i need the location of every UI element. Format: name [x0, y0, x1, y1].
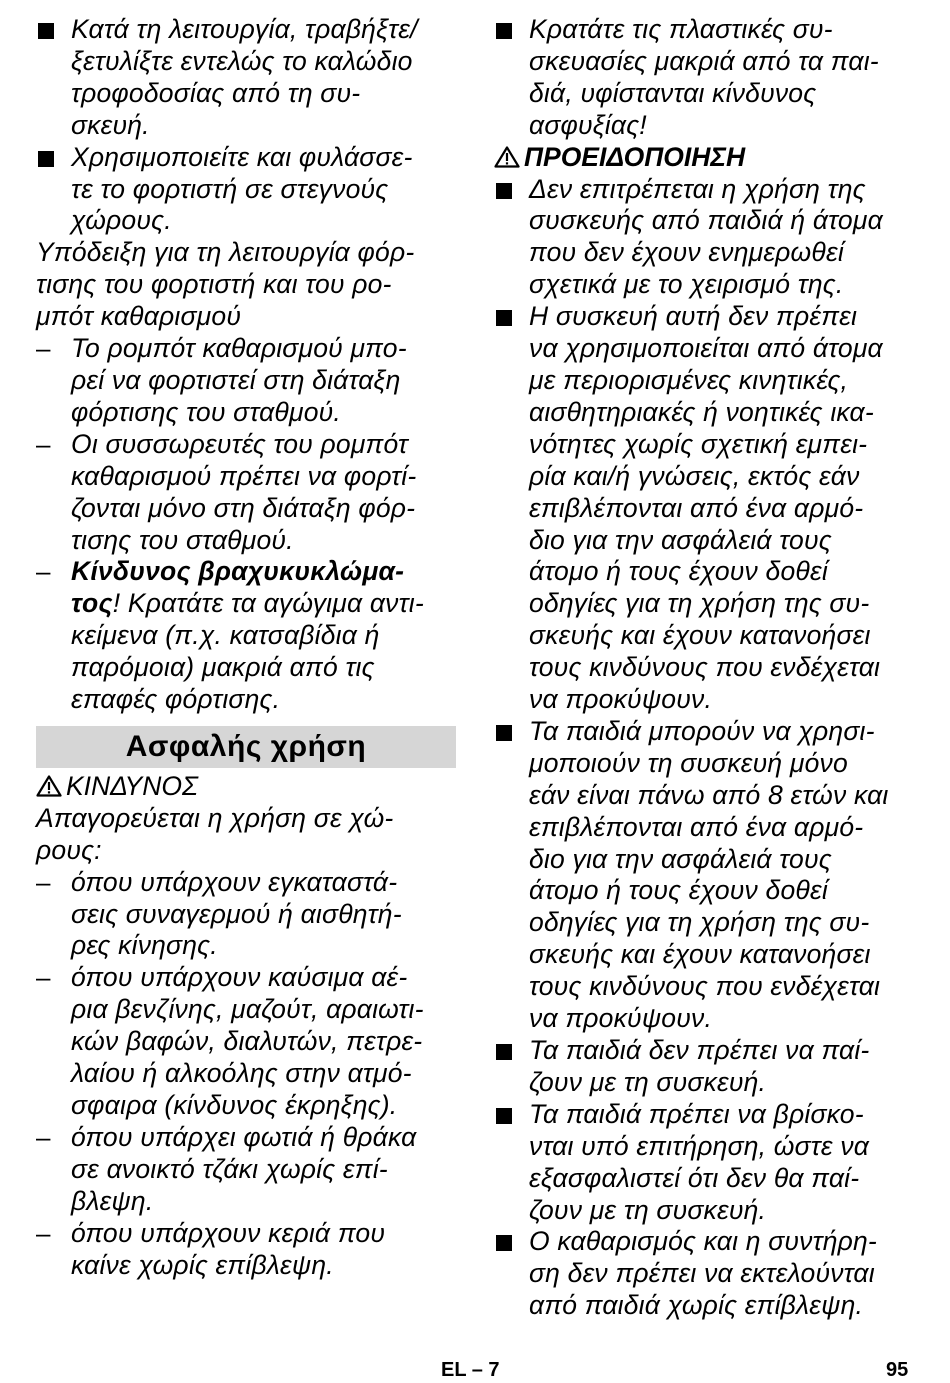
text-line: ξετυλίξτε εντελώς το καλώδιο: [71, 45, 413, 76]
bullet-item: [494, 301, 924, 716]
text-line: μοποιούν τη συσκευή μόνο: [529, 747, 848, 778]
bullet-square-icon: [496, 1044, 512, 1060]
text-line: από παιδιά χωρίς επίβλεψη.: [529, 1290, 864, 1321]
text-line: Το ρομπότ καθαρισμού μπο-: [71, 333, 407, 364]
text-line: διά, υφίστανται κίνδυνος: [529, 77, 817, 108]
text-line: αισθητηριακές ή νοητικές ικα-: [529, 396, 874, 427]
dash-item: [36, 962, 456, 1122]
text-line: κείμενα (π.χ. κατσαβίδια ή: [71, 620, 380, 651]
bullet-item: [36, 14, 456, 142]
text-line: σκευασίες μακριά από τα παι-: [529, 45, 879, 76]
text-line: να χρησιμοποιείται από άτομα: [529, 333, 883, 364]
text-line: Τα παιδιά δεν πρέπει να παί-: [529, 1035, 870, 1065]
text-line: οδηγίες για τη χρήση της συ-: [529, 588, 870, 619]
right-column: [494, 14, 924, 1322]
text-line: λαίου ή αλκοόλης στην ατμό-: [71, 1058, 412, 1089]
dash-marker: –: [36, 962, 51, 993]
text-line: μπότ καθαρισμού: [36, 301, 242, 332]
text-line: ρεί να φορτιστεί στη διάταξη: [71, 364, 401, 395]
text-line: καθαρισμού πρέπει να φορτί-: [71, 460, 417, 491]
text-line: να προκύψουν.: [529, 684, 713, 715]
text-line: φόρτισης του σταθμού.: [71, 396, 341, 427]
text-line: όπου υπάρχει φωτιά ή θράκα: [71, 1121, 417, 1152]
text-line: άτομο ή τους έχουν δοθεί: [529, 556, 828, 587]
text-line: διο για την ασφάλειά τους: [529, 524, 832, 555]
dash-marker: –: [36, 556, 51, 587]
section-heading: Ασφαλής χρήση: [36, 726, 456, 768]
text-line: σκευής και έχουν κατανοήσει: [529, 620, 871, 651]
dash-item: [36, 867, 456, 963]
dash-item: [36, 1122, 456, 1218]
bullet-item: [494, 1035, 924, 1099]
warning-heading: [494, 142, 924, 174]
bullet-item: [494, 1099, 924, 1227]
text-line: σκευής και έχουν κατανοήσει: [529, 939, 871, 970]
dash-marker: –: [36, 1217, 51, 1248]
text-line: ρια βενζίνης, μαζούτ, αραιωτι-: [71, 994, 424, 1025]
bold-text: τος: [71, 588, 113, 619]
text-line: Τα παιδιά πρέπει να βρίσκο-: [529, 1098, 864, 1129]
text-line: Κρατάτε τις πλαστικές συ-: [529, 14, 833, 44]
text-line: τισης του φορτιστή και του ρο-: [36, 269, 392, 300]
text-line: ζουν με τη συσκευή.: [529, 1066, 767, 1097]
dash-marker: –: [36, 1121, 51, 1152]
text-line: σχετικά με το χειρισμό της.: [529, 269, 844, 300]
text-fragment: ! Κρατάτε τα αγώγιμα αντι-: [112, 588, 424, 619]
footer-section-page: EL – 7: [441, 1359, 500, 1381]
text-line: Απαγορεύεται η χρήση σε χώ-: [36, 802, 394, 833]
bullet-square-icon: [496, 310, 512, 326]
text-line: όπου υπάρχουν καύσιμα αέ-: [71, 962, 408, 993]
text-line: παρόμοια) μακριά από τις: [71, 652, 375, 683]
text-line: ζονται μόνο στη διάταξη φόρ-: [71, 492, 416, 523]
dash-marker: –: [36, 428, 51, 459]
text-line: νται υπό επιτήρηση, ώστε να: [529, 1130, 870, 1161]
text-line: Η συσκευή αυτή δεν πρέπει: [529, 301, 858, 332]
text-line: επιβλέπονται από ένα αρμό-: [529, 492, 864, 523]
text-line: Δεν επιτρέπεται η χρήση της: [529, 173, 866, 204]
dash-item: [36, 1218, 456, 1282]
bullet-square-icon: [496, 1108, 512, 1124]
text-line: κών βαφών, διαλυτών, πετρε-: [71, 1026, 423, 1057]
bullet-item: [494, 716, 924, 1035]
text-line: όπου υπάρχουν κεριά που: [71, 1217, 386, 1248]
text-line: διο για την ασφάλειά τους: [529, 843, 832, 874]
text-line: Οι συσσωρευτές του ρομπότ: [71, 428, 408, 459]
text-line: με περιορισμένες κινητικές,: [529, 364, 849, 395]
text-line: επαφές φόρτισης.: [71, 684, 281, 715]
text-line: τε το φορτιστή σε στεγνούς: [71, 173, 389, 204]
text-line: χώρους.: [71, 205, 172, 236]
text-line: σκευή.: [71, 109, 150, 140]
bullet-square-icon: [38, 151, 54, 167]
bullet-item: [494, 1226, 924, 1322]
warning-triangle-icon: [36, 775, 62, 797]
text-line: ρες κίνησης.: [71, 930, 218, 961]
dash-marker: –: [36, 866, 51, 897]
charging-hint: [36, 237, 456, 333]
footer-page-number: 95: [886, 1359, 909, 1381]
text-line: ασφυξίας!: [529, 109, 647, 140]
text-line: βλεψη.: [71, 1185, 154, 1216]
dash-item: [36, 429, 456, 557]
warning-triangle-icon: [494, 146, 520, 168]
text-line: ση δεν πρέπει να εκτελούνται: [529, 1258, 875, 1289]
bullet-square-icon: [496, 1235, 512, 1251]
text-line: Κατά τη λειτουργία, τραβήξτε/: [71, 14, 418, 44]
text-line: επιβλέπονται από ένα αρμό-: [529, 811, 864, 842]
bullet-square-icon: [496, 183, 512, 199]
text-line: σεις συναγερμού ή αισθητή-: [71, 898, 402, 929]
text-line: τισης του σταθμού.: [71, 524, 294, 555]
text-line: άτομο ή τους έχουν δοθεί: [529, 875, 828, 906]
left-column: [36, 14, 456, 1281]
text-line: εξασφαλιστεί ότι δεν θα παί-: [529, 1162, 860, 1193]
warning-label: ΠΡΟΕΙΔΟΠΟΙΗΣΗ: [524, 141, 746, 172]
dash-marker: –: [36, 333, 51, 364]
bullet-square-icon: [496, 725, 512, 741]
text-line: που δεν έχουν ενημερωθεί: [529, 237, 844, 268]
bullet-item: [36, 142, 456, 238]
text-line: να προκύψουν.: [529, 1003, 713, 1034]
danger-heading: [36, 771, 456, 803]
text-line: νότητες χωρίς σχετική εμπει-: [529, 428, 868, 459]
danger-label: ΚΙΝΔΥΝΟΣ: [66, 770, 198, 801]
text-line: οδηγίες για τη χρήση της συ-: [529, 907, 870, 938]
text-line: εάν είναι πάνω από 8 ετών και: [529, 779, 889, 810]
bullet-square-icon: [496, 23, 512, 39]
bullet-item: [494, 14, 924, 142]
text-line: συσκευής από παιδιά ή άτομα: [529, 205, 883, 236]
text-line: τροφοδοσίας από τη συ-: [71, 77, 361, 108]
text-line: Υπόδειξη για τη λειτουργία φόρ-: [36, 237, 415, 268]
text-line: Χρησιμοποιείτε και φυλάσσε-: [71, 141, 413, 172]
text-line: τους κινδύνους που ενδέχεται: [529, 971, 881, 1002]
text-line: ζουν με τη συσκευή.: [529, 1194, 767, 1225]
bullet-item: [494, 174, 924, 302]
text-line: σε ανοικτό τζάκι χωρίς επί-: [71, 1153, 388, 1184]
text-line: Κίνδυνος βραχυκυκλώμα-: [71, 556, 405, 587]
text-line: Ο καθαρισμός και η συντήρη-: [529, 1226, 877, 1257]
prohibited-intro: [36, 803, 456, 867]
bullet-square-icon: [38, 23, 54, 39]
text-line: ρους:: [36, 834, 102, 865]
text-line: [36, 588, 456, 620]
text-line: Τα παιδιά μπορούν να χρησι-: [529, 715, 875, 746]
text-line: καίνε χωρίς επίβλεψη.: [71, 1249, 334, 1280]
dash-item: [36, 333, 456, 429]
text-line: ρία και/ή γνώσεις, εκτός εάν: [529, 460, 860, 491]
text-line: τους κινδύνους που ενδέχεται: [529, 652, 881, 683]
text-line: σφαιρα (κίνδυνος έκρηξης).: [71, 1090, 398, 1120]
text-line: όπου υπάρχουν εγκαταστά-: [71, 866, 398, 897]
dash-item-short-circuit: [36, 556, 456, 716]
